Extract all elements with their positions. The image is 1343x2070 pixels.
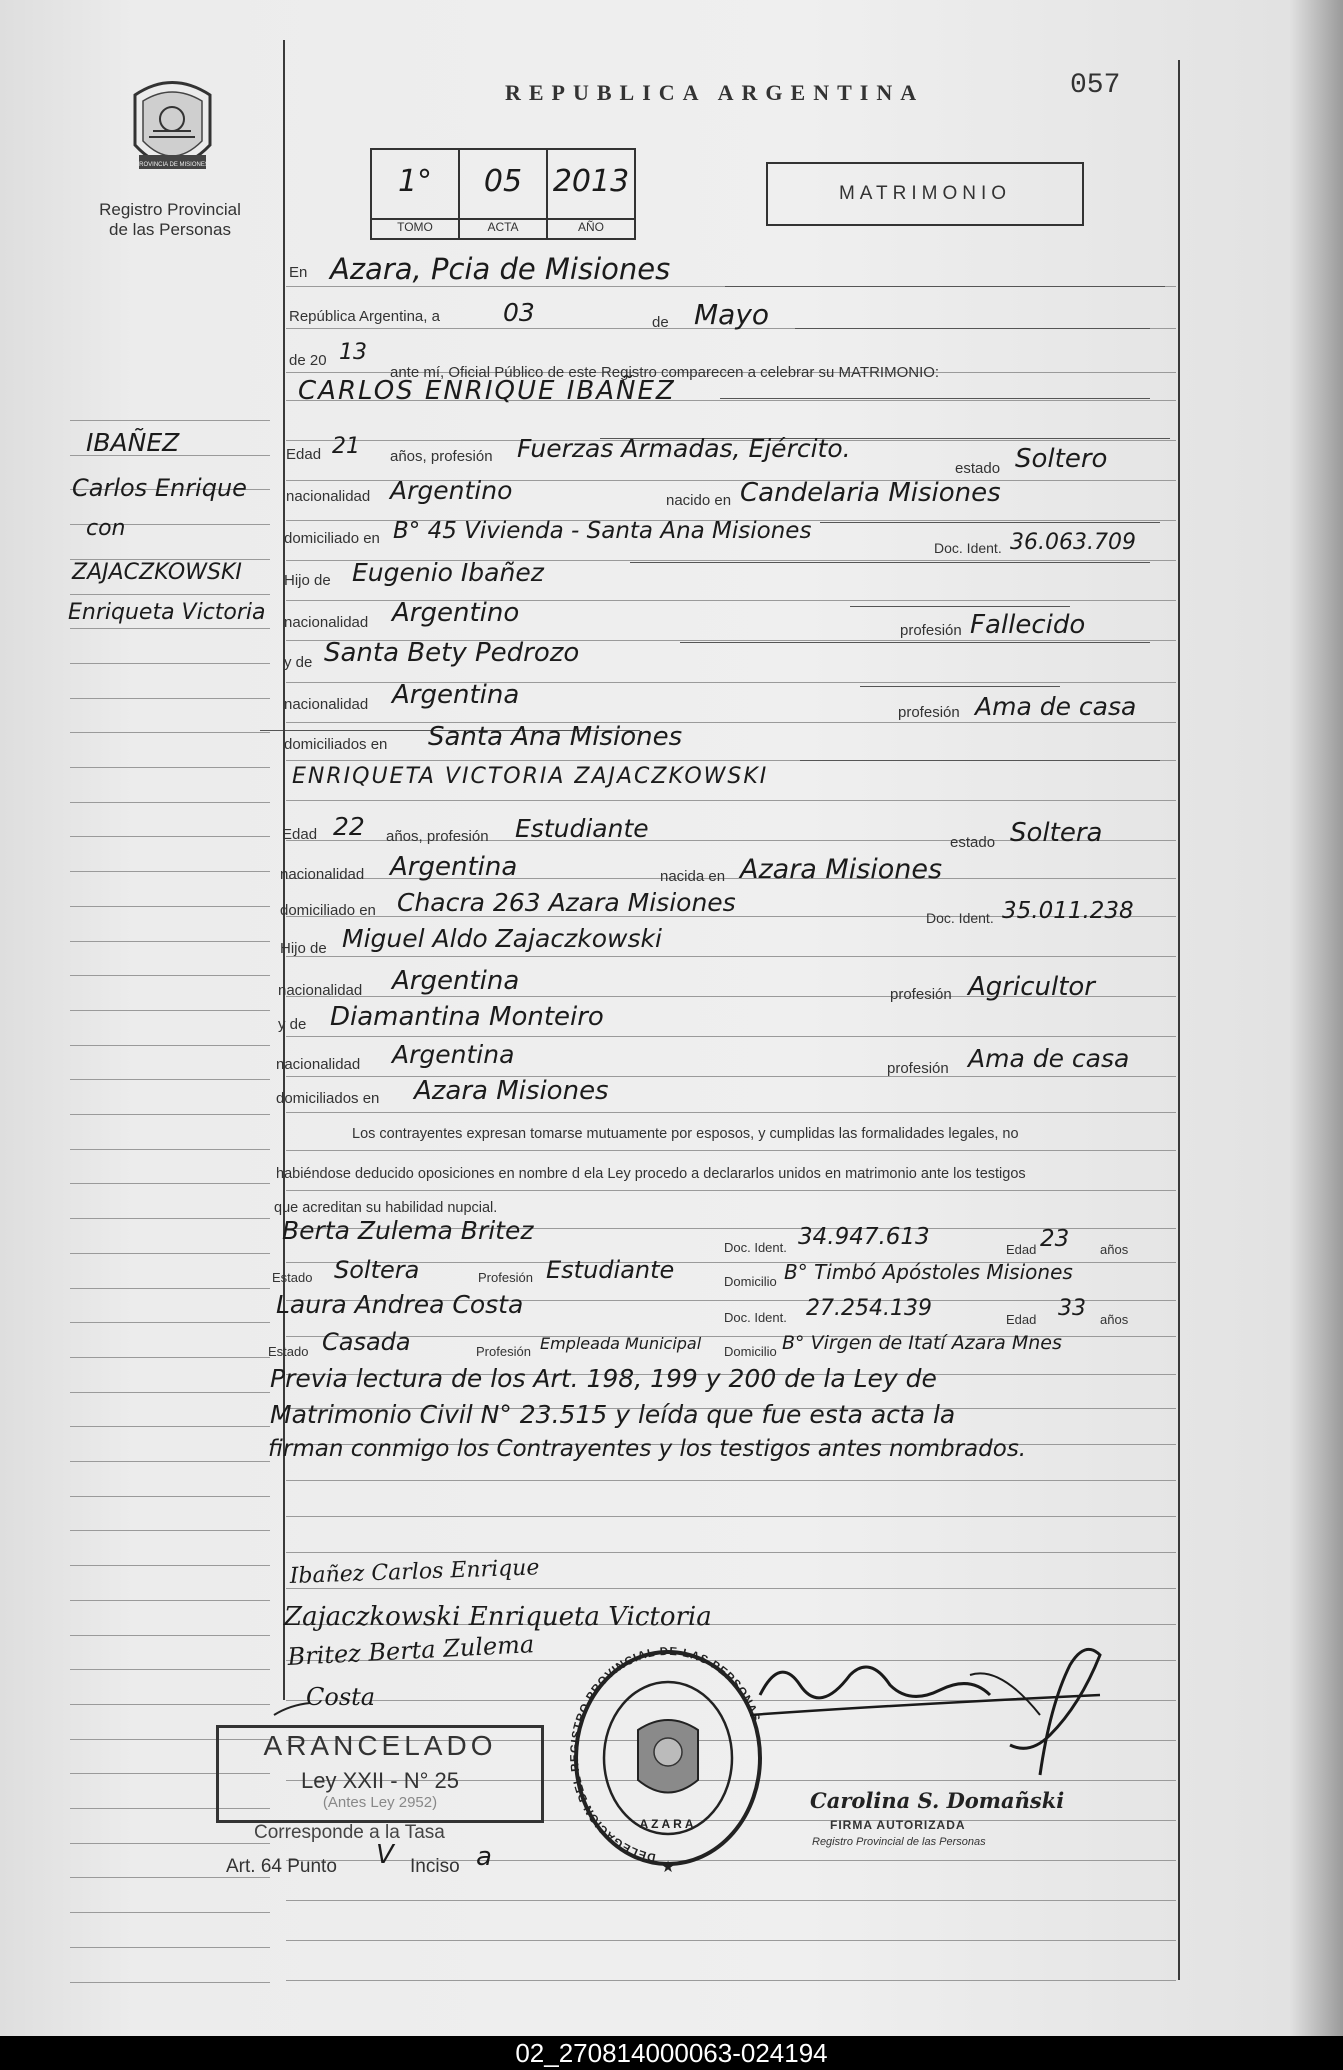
registry-name-line2: de las Personas (109, 220, 231, 239)
page-number: 057 (1070, 70, 1121, 101)
groom-name: CARLOS ENRIQUE IBAÑEZ (298, 376, 676, 406)
book-reference-box (370, 148, 636, 240)
witness2-age: 33 (1058, 1296, 1086, 1321)
ruled-line (70, 871, 270, 872)
groom-parents-address: Santa Ana Misiones (428, 722, 683, 752)
groom-nationality: Argentino (390, 476, 513, 505)
official-signature (740, 1635, 1120, 1785)
emblem-text: PROVINCIA DE MISIONES (135, 162, 209, 168)
tomo-label: TOMO (372, 218, 458, 238)
groom-nacionalidad-label: nacionalidad (286, 488, 371, 505)
groom-mother-nat-label: nacionalidad (284, 696, 369, 713)
en-label: En (289, 264, 308, 281)
ruled-line (286, 956, 1176, 957)
ruled-line (70, 1079, 270, 1080)
groom-birthplace: Candelaria Misiones (740, 478, 1001, 508)
ruled-line (70, 1565, 270, 1566)
groom-doc-label: Doc. Ident. (934, 540, 1002, 556)
ruled-line (70, 1461, 270, 1462)
ruled-line (70, 732, 270, 733)
witness2-profession: Empleada Municipal (540, 1334, 702, 1353)
ruled-line (286, 1900, 1176, 1901)
ruled-line (850, 606, 1070, 607)
official-title: FIRMA AUTORIZADA (830, 1818, 966, 1832)
fee-punto: V (376, 1840, 394, 1870)
bride-nacionalidad-label: nacionalidad (280, 866, 365, 883)
fee-art-label: Art. 64 Punto (226, 1856, 337, 1877)
acta-label: ACTA (460, 218, 546, 238)
witness1-domicilio-label: Domicilio (724, 1274, 777, 1289)
ruled-line (70, 1947, 270, 1948)
witness1-edad-label: Edad (1006, 1242, 1037, 1257)
groom-yde-label: y de (284, 654, 313, 671)
bride-nationality: Argentina (390, 852, 518, 882)
ruled-line (820, 522, 1160, 523)
witness1-age: 23 (1040, 1226, 1070, 1252)
ruled-line (70, 1183, 270, 1184)
ruled-line (70, 836, 270, 837)
legal-line3: que acreditan su habilidad nupcial. (274, 1200, 498, 1216)
margin-name-line3: con (86, 516, 126, 541)
legal-line2: habiéndose deducido oposiciones en nombre d ela Ley procedo a declararlos unidos en matrimonio ante los testigos (276, 1166, 1026, 1182)
bride-mother: Diamantina Monteiro (330, 1002, 604, 1032)
right-border (1178, 60, 1180, 1980)
ruled-line (680, 642, 1150, 643)
republica-label: República Argentina, a (289, 308, 440, 325)
de-label: de (652, 314, 669, 331)
ruled-line (70, 906, 270, 907)
fee-inciso: a (476, 1842, 492, 1872)
signature-witness2: Costa (306, 1683, 376, 1711)
ruled-line (70, 1496, 270, 1497)
official-org: Registro Provincial de las Personas (812, 1836, 986, 1848)
ruled-line (70, 1530, 270, 1531)
ruled-line (70, 1704, 270, 1705)
groom-father-prof-label: profesión (900, 622, 962, 639)
fee-inciso-label: Inciso (410, 1856, 460, 1877)
ruled-line (70, 1669, 270, 1670)
witness1-name: Berta Zulema Britez (282, 1216, 534, 1245)
bride-father-nationality: Argentina (392, 966, 520, 996)
groom-profession: Fuerzas Armadas, Ejército. (517, 434, 851, 463)
ruled-line (286, 1190, 1176, 1191)
arancelado-former-law: (Antes Ley 2952) (322, 1794, 438, 1811)
official-name: Carolina S. Domañski (810, 1788, 1065, 1813)
groom-mother: Santa Bety Pedrozo (324, 638, 580, 668)
anio-label: AÑO (548, 218, 634, 238)
closing-line1: Previa lectura de los Art. 198, 199 y 200 de la Ley de (270, 1364, 937, 1393)
ruled-line (70, 1218, 270, 1219)
ruled-line (795, 328, 1150, 329)
witness1-anos-label: años (1100, 1242, 1129, 1257)
groom-parents-dom-label: domiciliados en (284, 736, 388, 753)
groom-hijo-label: Hijo de (284, 572, 331, 589)
intro-day: 03 (503, 298, 535, 327)
margin-name-line4: ZAJACZKOWSKI (72, 560, 242, 585)
fee-corresponde: Corresponde a la Tasa (254, 1822, 445, 1843)
bride-estado-label: estado (950, 834, 996, 851)
country-title: REPUBLICA ARGENTINA (505, 80, 925, 105)
margin-name-line5: Enriqueta Victoria (68, 600, 266, 625)
arancelado-stamp (216, 1725, 544, 1823)
signature-witness1: Britez Berta Zulema (286, 1630, 535, 1671)
witness1-estado-label: Estado (272, 1270, 313, 1285)
arancelado-title: ARANCELADO (263, 1730, 497, 1761)
witness2-edad-label: Edad (1006, 1312, 1037, 1327)
bride-mother-nationality: Argentina (392, 1040, 515, 1069)
witness2-marital-status: Casada (322, 1328, 411, 1356)
witness1-doc-label: Doc. Ident. (724, 1240, 787, 1255)
groom-mother-prof-label: profesión (898, 704, 960, 721)
bride-profesion-label: años, profesión (386, 828, 489, 845)
witness2-doc: 27.254.139 (806, 1296, 932, 1321)
ruled-line (70, 1114, 270, 1115)
groom-nacido-label: nacido en (666, 492, 732, 509)
tomo-cell (372, 150, 460, 238)
tomo-value: 1° (397, 164, 433, 199)
ruled-line (286, 1480, 1176, 1481)
groom-marital-status: Soltero (1015, 444, 1108, 474)
province-emblem-icon (125, 75, 220, 185)
closing-line3: firman conmigo los Contrayentes y los testigos antes nombrados. (268, 1436, 1027, 1462)
ruled-line (286, 800, 1176, 801)
groom-profesion-label: años, profesión (390, 448, 493, 465)
ruled-line (70, 767, 270, 768)
groom-estado-label: estado (955, 460, 1001, 477)
bride-marital-status: Soltera (1010, 818, 1103, 848)
witness2-profesion-label: Profesión (476, 1344, 531, 1359)
bride-father: Miguel Aldo Zajaczkowski (342, 924, 662, 953)
registry-seal-stamp (568, 1640, 768, 1880)
groom-mother-profession: Ama de casa (975, 692, 1137, 721)
ruled-line (286, 1112, 1176, 1113)
seal-star-icon: ★ (660, 1859, 676, 1876)
ruled-line (800, 760, 1160, 761)
bride-father-nat-label: nacionalidad (278, 982, 363, 999)
seal-ring-text: DELEGACION DEL REGISTRO PROVINCIAL DE LAS PERSONAS (568, 1645, 762, 1864)
ruled-line (70, 1149, 270, 1150)
ruled-line (70, 1600, 270, 1601)
ruled-line (70, 1357, 270, 1358)
bride-doc: 35.011.238 (1002, 898, 1134, 924)
bride-parents-dom-label: domiciliados en (276, 1090, 380, 1107)
groom-father-profession: Fallecido (970, 610, 1086, 640)
ruled-line (286, 1980, 1176, 1981)
ruled-line (286, 722, 1176, 723)
arancelado-law: Ley XXII - N° 25 (301, 1768, 459, 1793)
ruled-line (286, 1940, 1176, 1941)
bride-mother-prof-label: profesión (887, 1060, 949, 1077)
witness1-marital-status: Soltera (334, 1256, 420, 1284)
ruled-line (630, 562, 1150, 563)
witness2-anos-label: años (1100, 1312, 1129, 1327)
groom-father-nationality: Argentino (392, 598, 520, 628)
registry-name-line1: Registro Provincial (99, 200, 241, 219)
ruled-line (286, 1036, 1176, 1037)
bride-doc-label: Doc. Ident. (926, 910, 994, 926)
registry-name (60, 200, 280, 240)
bride-birthplace: Azara Misiones (740, 854, 943, 885)
bride-name: ENRIQUETA VICTORIA ZAJACZKOWSKI (292, 764, 769, 789)
witness1-profesion-label: Profesión (478, 1270, 533, 1285)
seal-bottom-text: AZARA (639, 1817, 697, 1831)
bride-nacida-label: nacida en (660, 868, 726, 885)
ruled-line (286, 1516, 1176, 1517)
witness2-domicilio-label: Domicilio (724, 1344, 777, 1359)
ruled-line (70, 420, 270, 421)
bride-mother-nat-label: nacionalidad (276, 1056, 361, 1073)
ruled-line (725, 286, 1165, 287)
witness1-doc: 34.947.613 (798, 1224, 930, 1250)
groom-domicilio-label: domiciliado en (284, 530, 380, 547)
ruled-line (70, 1288, 270, 1289)
groom-doc: 36.063.709 (1010, 530, 1136, 555)
ruled-line (70, 1010, 270, 1011)
ruled-line (70, 594, 270, 595)
bride-address: Chacra 263 Azara Misiones (397, 888, 736, 917)
groom-father: Eugenio Ibañez (352, 558, 544, 587)
bride-yde-label: y de (278, 1016, 307, 1033)
ruled-line (70, 1253, 270, 1254)
groom-father-nat-label: nacionalidad (284, 614, 369, 631)
witness1-address: B° Timbó Apóstoles Misiones (784, 1260, 1073, 1284)
acta-cell (460, 150, 548, 238)
image-id-footer: 02_270814000063-024194 (0, 2036, 1343, 2070)
bride-domicilio-label: domiciliado en (280, 902, 376, 919)
witness2-doc-label: Doc. Ident. (724, 1310, 787, 1325)
ruled-line (70, 802, 270, 803)
signature-bride: Zajaczkowski Enriqueta Victoria (284, 1602, 712, 1632)
bride-profession: Estudiante (515, 814, 649, 843)
ante-text: ante mí, Oficial Público de este Registro comparecen a celebrar su MATRIMONIO: (390, 364, 940, 381)
ruled-line (70, 698, 270, 699)
bride-father-profession: Agricultor (968, 972, 1095, 1002)
bride-hijo-label: Hijo de (280, 940, 327, 957)
witness2-name: Laura Andrea Costa (276, 1290, 524, 1319)
ruled-line (70, 941, 270, 942)
margin-name-line1: IBAÑEZ (86, 428, 180, 457)
ruled-line (70, 975, 270, 976)
ruled-line (860, 686, 1060, 687)
closing-line2: Matrimonio Civil N° 23.515 y leída que fue esta acta la (270, 1400, 956, 1429)
intro-place: Azara, Pcia de Misiones (330, 252, 671, 286)
groom-age: 21 (332, 434, 360, 459)
witness1-profession: Estudiante (546, 1256, 675, 1284)
ruled-line (286, 1150, 1176, 1151)
ruled-line (70, 1392, 270, 1393)
ruled-line (70, 628, 270, 629)
ruled-line (70, 1843, 270, 1844)
groom-address: B° 45 Vivienda - Santa Ana Misiones (393, 518, 812, 544)
witness2-address: B° Virgen de Itatí Azara Mnes (782, 1332, 1062, 1354)
record-type-box: MATRIMONIO (766, 162, 1084, 226)
ruled-line (720, 398, 1150, 399)
legal-line1: Los contrayentes expresan tomarse mutuamente por esposos, y cumplidas las formalidades legales, no (352, 1126, 1019, 1142)
ruled-line (70, 1982, 270, 1983)
witness2-estado-label: Estado (268, 1344, 309, 1359)
groom-mother-nationality: Argentina (392, 680, 520, 710)
margin-name-line2: Carlos Enrique (72, 474, 247, 502)
ruled-line (70, 1045, 270, 1046)
ruled-line (70, 1322, 270, 1323)
bride-edad-label: Edad (282, 826, 318, 843)
groom-edad-label: Edad (286, 446, 322, 463)
bride-parents-address: Azara Misiones (414, 1076, 609, 1106)
anio-value: 2013 (552, 164, 630, 199)
ruled-line (70, 1635, 270, 1636)
bride-age: 22 (333, 812, 365, 841)
anio-cell (548, 150, 634, 238)
ruled-line (286, 1552, 1176, 1553)
ruled-line (70, 663, 270, 664)
bride-father-prof-label: profesión (890, 986, 952, 1003)
signature-groom: Ibañez Carlos Enrique (289, 1555, 540, 1589)
acta-value: 05 (483, 164, 523, 199)
year-suffix: 13 (339, 340, 367, 365)
bride-mother-profession: Ama de casa (968, 1044, 1130, 1073)
year-prefix: de 20 (289, 352, 327, 369)
intro-month: Mayo (694, 298, 770, 331)
ruled-line (70, 1912, 270, 1913)
ruled-line (70, 1426, 270, 1427)
